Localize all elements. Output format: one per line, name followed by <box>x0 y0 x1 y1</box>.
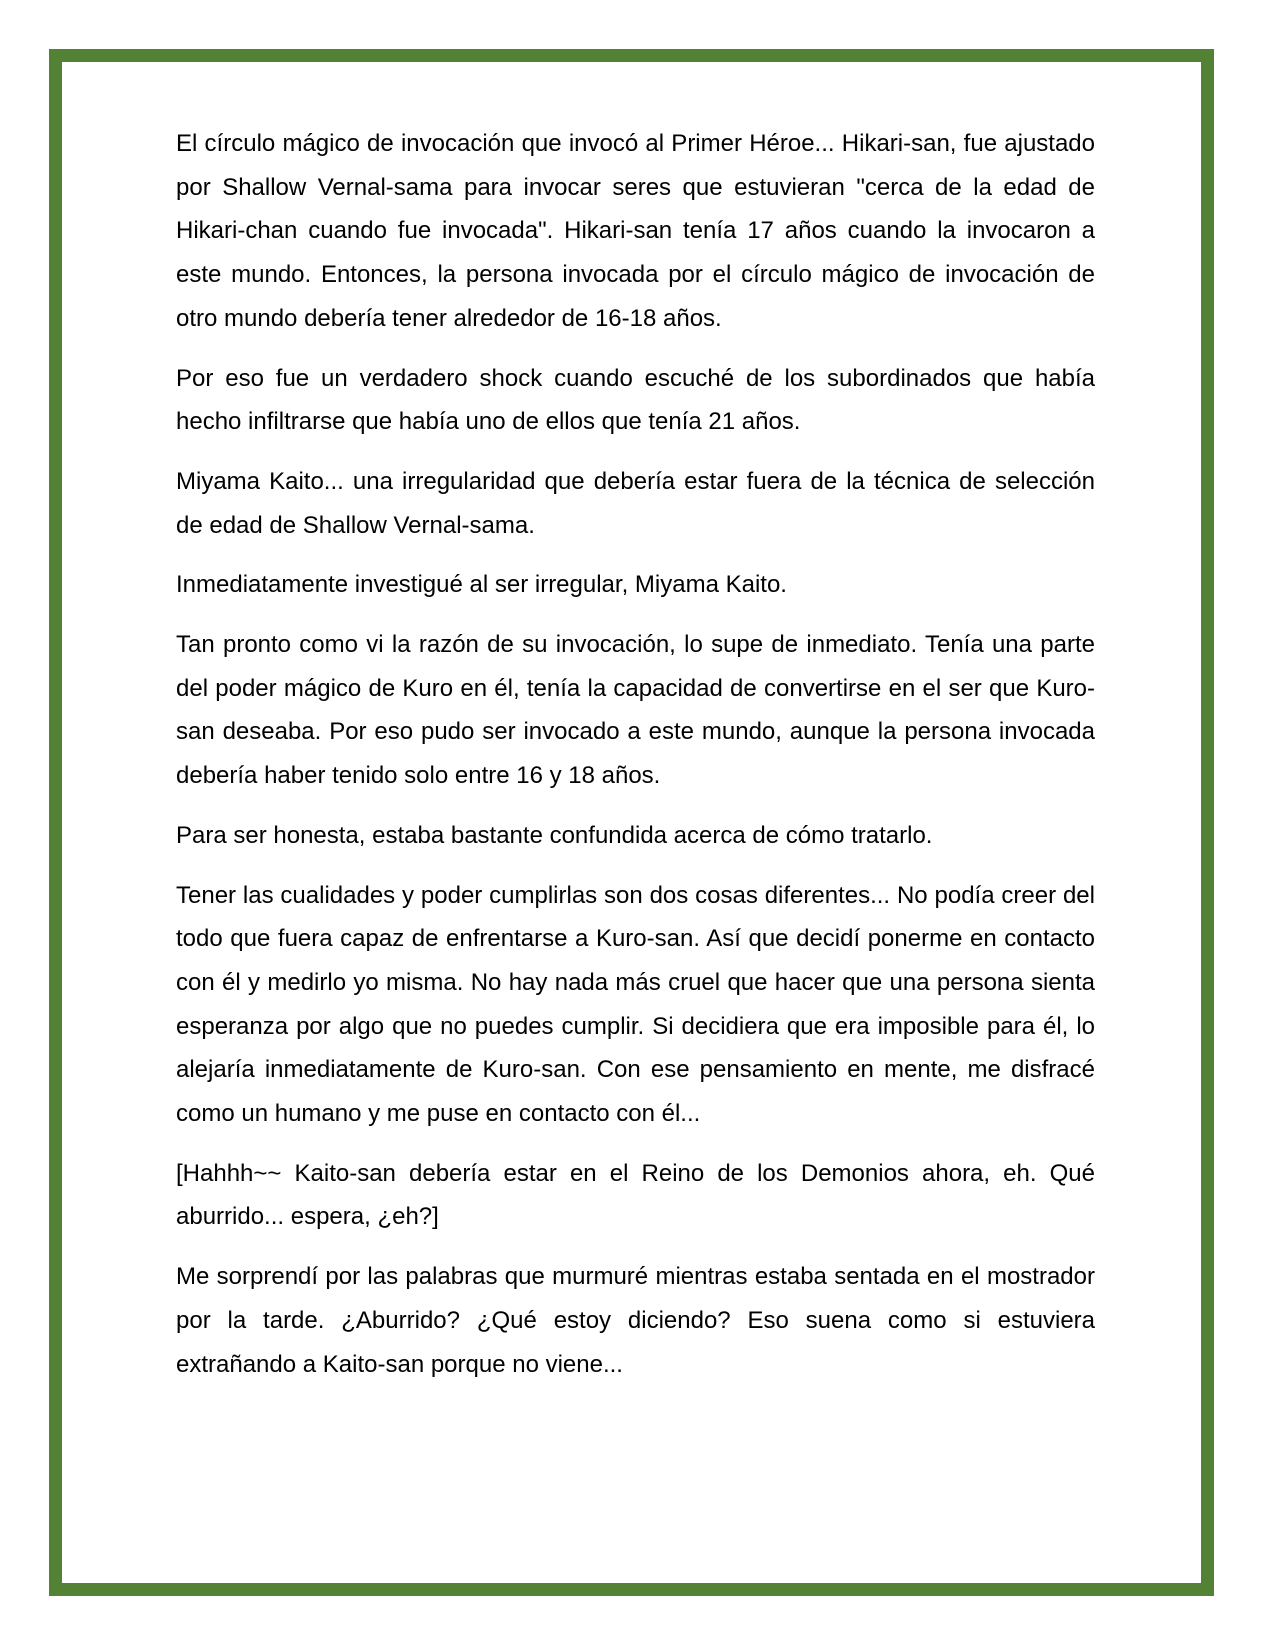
paragraph-5: Tan pronto como vi la razón de su invocación, lo supe de inmediato. Tenía una parte del poder mágico de Kuro en él, tenía la capacidad de convertirse en el ser que Kuro-san deseaba. Por eso pudo ser invocado a este mundo, aunque la persona invocada debería haber tenido solo entre 16 y 18 años. <box>176 631 1095 790</box>
paragraph-3: Miyama Kaito... una irregularidad que debería estar fuera de la técnica de selección de edad de Shallow Vernal-sama. <box>176 467 1095 539</box>
paragraph-1: El círculo mágico de invocación que invocó al Primer Héroe... Hikari-san, fue ajustado por Shallow Vernal-sama para invocar seres que estuvieran "cerca de la edad de Hikari-chan cuando fue invocada". Hikari-san tenía 17 años cuando la invocaron a este mundo. Entonces, la persona invocada por el círculo mágico de invocación de otro mundo debería tener alrededor de 16-18 años. <box>176 130 1095 332</box>
document-body <box>176 122 1095 1402</box>
paragraph-9: Me sorprendí por las palabras que murmuré mientras estaba sentada en el mostrador por la tarde. ¿Aburrido? ¿Qué estoy diciendo? Eso suena como si estuviera extrañando a Kaito-san porque no viene... <box>176 1263 1095 1378</box>
paragraph-6: Para ser honesta, estaba bastante confundida acerca de cómo tratarlo. <box>176 821 933 849</box>
paragraph-7: Tener las cualidades y poder cumplirlas son dos cosas diferentes... No podía creer del todo que fuera capaz de enfrentarse a Kuro-san. Así que decidí ponerme en contacto con él y medirlo yo misma. No hay nada más cruel que hacer que una persona sienta esperanza por algo que no puedes cumplir. Si decidiera que era imposible para él, lo alejaría inmediatamente de Kuro-san. Con ese pensamiento en mente, me disfracé como un humano y me puse en contacto con él... <box>176 881 1095 1128</box>
paragraph-4: Inmediatamente investigué al ser irregular, Miyama Kaito. <box>176 571 787 599</box>
paragraph-8: [Hahhh~~ Kaito-san debería estar en el Reino de los Demonios ahora, eh. Qué aburrido... espera, ¿eh?] <box>176 1159 1095 1231</box>
paragraph-2: Por eso fue un verdadero shock cuando escuché de los subordinados que había hecho infiltrarse que había uno de ellos que tenía 21 años. <box>176 364 1095 436</box>
